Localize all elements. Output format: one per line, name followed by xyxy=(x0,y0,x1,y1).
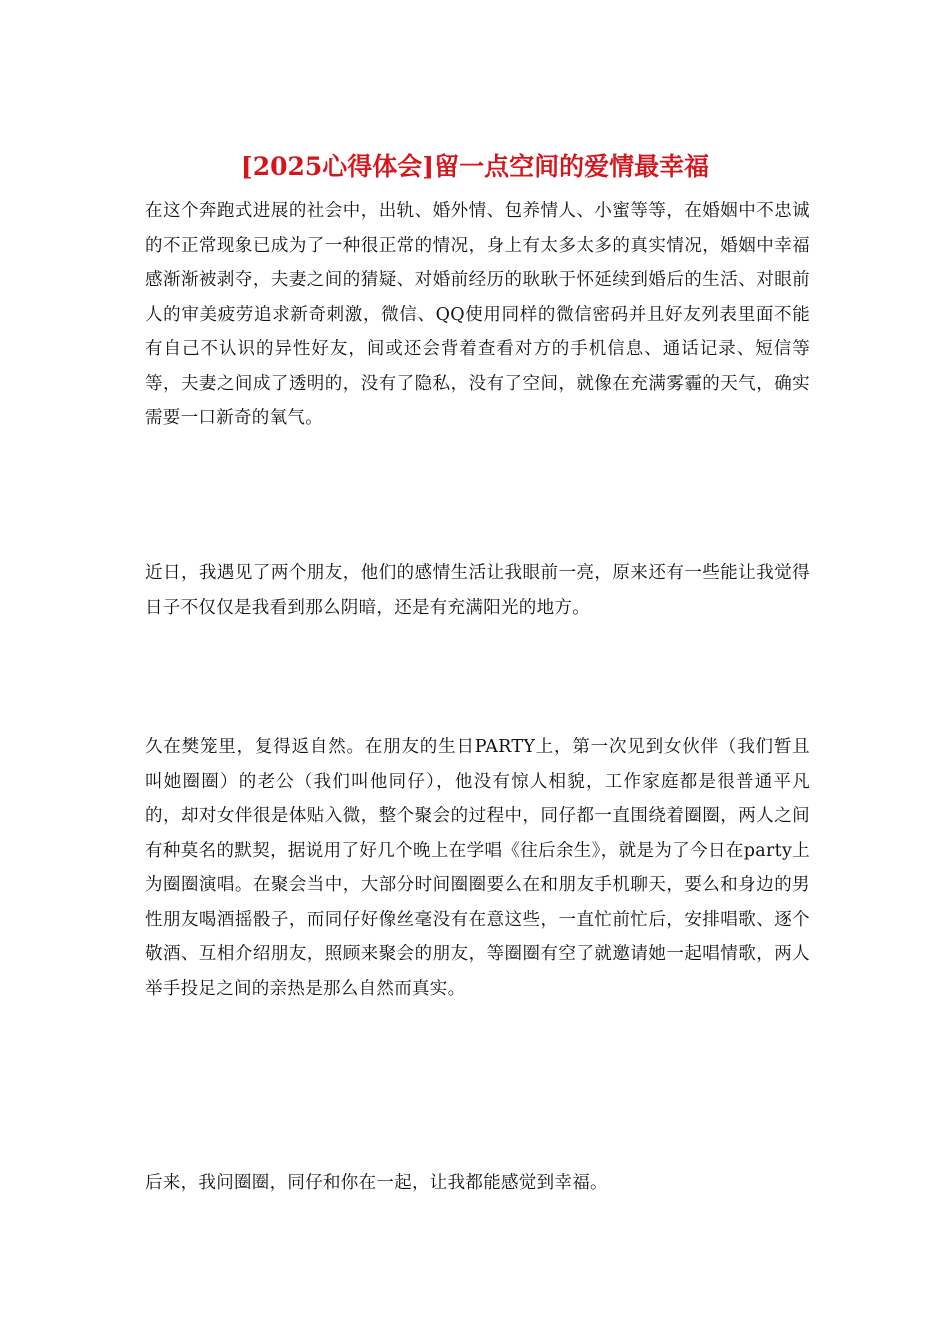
paragraph-2: 近日，我遇见了两个朋友，他们的感情生活让我眼前一亮，原来还有一些能让我觉得日子不仅仅是我看到那么阴暗，还是有充满阳光的地方。 xyxy=(145,563,810,618)
paragraph-3: 久在樊笼里，复得返自然。在朋友的生日PARTY上，第一次见到女伙伴（我们暂且叫她圈圈）的老公（我们叫他同仔），他没有惊人相貌，工作家庭都是很普通平凡的，却对女伴很是体贴入微，整个聚会的过程中，同仔都一直围绕着圈圈，两人之间有种莫名的默契，据说用了好几个晚上在学唱《往后余生》，就是为了今日在party上为圈圈演唱。在聚会当中，大部分时间圈圈要么在和朋友手机聊天，要么和身边的男性朋友喝酒摇骰子，而同仔好像丝毫没有在意这些，一直忙前忙后，安排唱歌、逐个敬酒、互相介绍朋友，照顾来聚会的朋友，等圈圈有空了就邀请她一起唱情歌，两人举手投足之间的亲热是那么自然而真实。 xyxy=(145,737,810,999)
document-title: [2025心得体会]留一点空间的爱情最幸福 xyxy=(240,152,710,181)
paragraph-4: 后来，我问圈圈，同仔和你在一起，让我都能感觉到幸福。 xyxy=(145,1173,608,1193)
paragraph-1: 在这个奔跑式进展的社会中，出轨、婚外情、包养情人、小蜜等等，在婚姻中不忠诚的不正常现象已成为了一种很正常的情况，身上有太多太多的真实情况，婚姻中幸福感渐渐被剥夺，夫妻之间的猜疑、对婚前经历的耿耿于怀延续到婚后的生活、对眼前人的审美疲劳追求新奇刺激，微信、QQ使用同样的微信密码并且好友列表里面不能有自己不认识的异性好友，间或还会背着查看对方的手机信息、通话记录、短信等等，夫妻之间成了透明的，没有了隐私，没有了空间，就像在充满雾霾的天气，确实需要一口新奇的氧气。 xyxy=(145,201,810,428)
